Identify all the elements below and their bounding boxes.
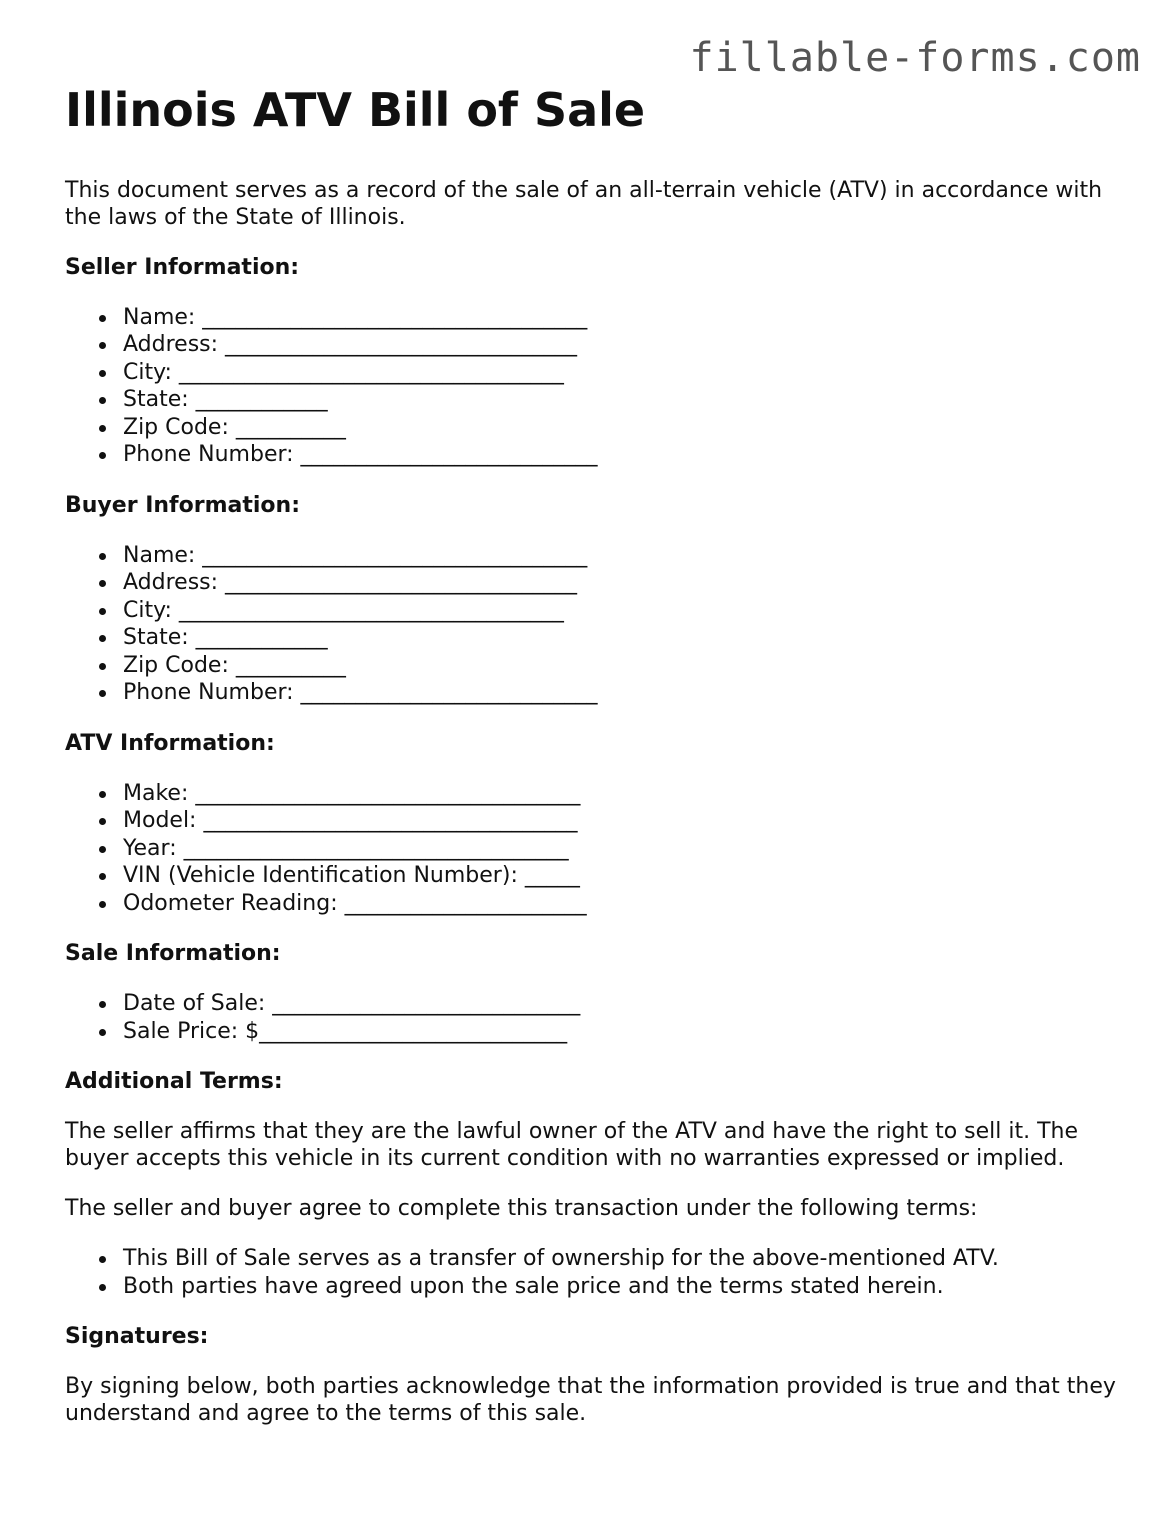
seller-heading: Seller Information: [65, 254, 300, 280]
atv-model-field[interactable]: Model: __________________________________ [123, 807, 1125, 835]
sale-fields [65, 990, 1125, 1045]
buyer-heading: Buyer Information: [65, 492, 300, 518]
additional-terms-section [65, 1068, 1125, 1300]
buyer-section [65, 492, 1125, 707]
buyer-city-field[interactable]: City: ___________________________________ [123, 597, 1125, 625]
signatures-section [65, 1323, 1125, 1427]
page-title: Illinois ATV Bill of Sale [65, 83, 646, 137]
atv-year-field[interactable]: Year: ___________________________________ [123, 835, 1125, 863]
signatures-heading: Signatures: [65, 1324, 209, 1350]
document-body [65, 84, 1125, 1450]
buyer-state-field[interactable]: State: ____________ [123, 624, 1125, 652]
sale-price-field[interactable]: Sale Price: $____________________________ [123, 1018, 1125, 1046]
seller-zip-field[interactable]: Zip Code: __________ [123, 414, 1125, 442]
seller-phone-field[interactable]: Phone Number: ___________________________ [123, 441, 1125, 469]
terms-list [65, 1245, 1125, 1300]
atv-make-field[interactable]: Make: ___________________________________ [123, 780, 1125, 808]
additional-terms-heading: Additional Terms: [65, 1069, 283, 1095]
atv-section [65, 730, 1125, 918]
atv-odometer-field[interactable]: Odometer Reading: ______________________ [123, 890, 1125, 918]
seller-name-field[interactable]: Name: ___________________________________ [123, 304, 1125, 332]
seller-state-field[interactable]: State: ____________ [123, 386, 1125, 414]
sale-date-field[interactable]: Date of Sale: ____________________________ [123, 990, 1125, 1018]
buyer-fields [65, 542, 1125, 707]
seller-fields [65, 304, 1125, 469]
atv-fields [65, 780, 1125, 918]
terms-paragraph-2: The seller and buyer agree to complete this transaction under the following terms: [65, 1196, 978, 1222]
buyer-address-field[interactable]: Address: ________________________________ [123, 569, 1125, 597]
sale-section [65, 940, 1125, 1045]
terms-item: This Bill of Sale serves as a transfer of ownership for the above-mentioned ATV. [123, 1245, 1125, 1273]
signatures-paragraph: By signing below, both parties acknowledge that the information provided is true and that they understand and agree to the terms of this sale. [65, 1374, 1116, 1427]
terms-paragraph-1: The seller affirms that they are the lawful owner of the ATV and have the right to sell it. The buyer accepts this vehicle in its current condition with no warranties expressed or implied. [65, 1119, 1078, 1172]
atv-vin-field[interactable]: VIN (Vehicle Identification Number): _____ [123, 862, 1125, 890]
buyer-zip-field[interactable]: Zip Code: __________ [123, 652, 1125, 680]
terms-item: Both parties have agreed upon the sale price and the terms stated herein. [123, 1273, 1125, 1301]
watermark: fillable-forms.com [689, 35, 1141, 81]
seller-address-field[interactable]: Address: ________________________________ [123, 331, 1125, 359]
intro-paragraph: This document serves as a record of the sale of an all-terrain vehicle (ATV) in accordance with the laws of the State of Illinois. [65, 177, 1103, 230]
seller-city-field[interactable]: City: ___________________________________ [123, 359, 1125, 387]
buyer-phone-field[interactable]: Phone Number: ___________________________ [123, 679, 1125, 707]
buyer-name-field[interactable]: Name: ___________________________________ [123, 542, 1125, 570]
seller-section [65, 254, 1125, 469]
atv-heading: ATV Information: [65, 730, 275, 756]
sale-heading: Sale Information: [65, 941, 281, 967]
